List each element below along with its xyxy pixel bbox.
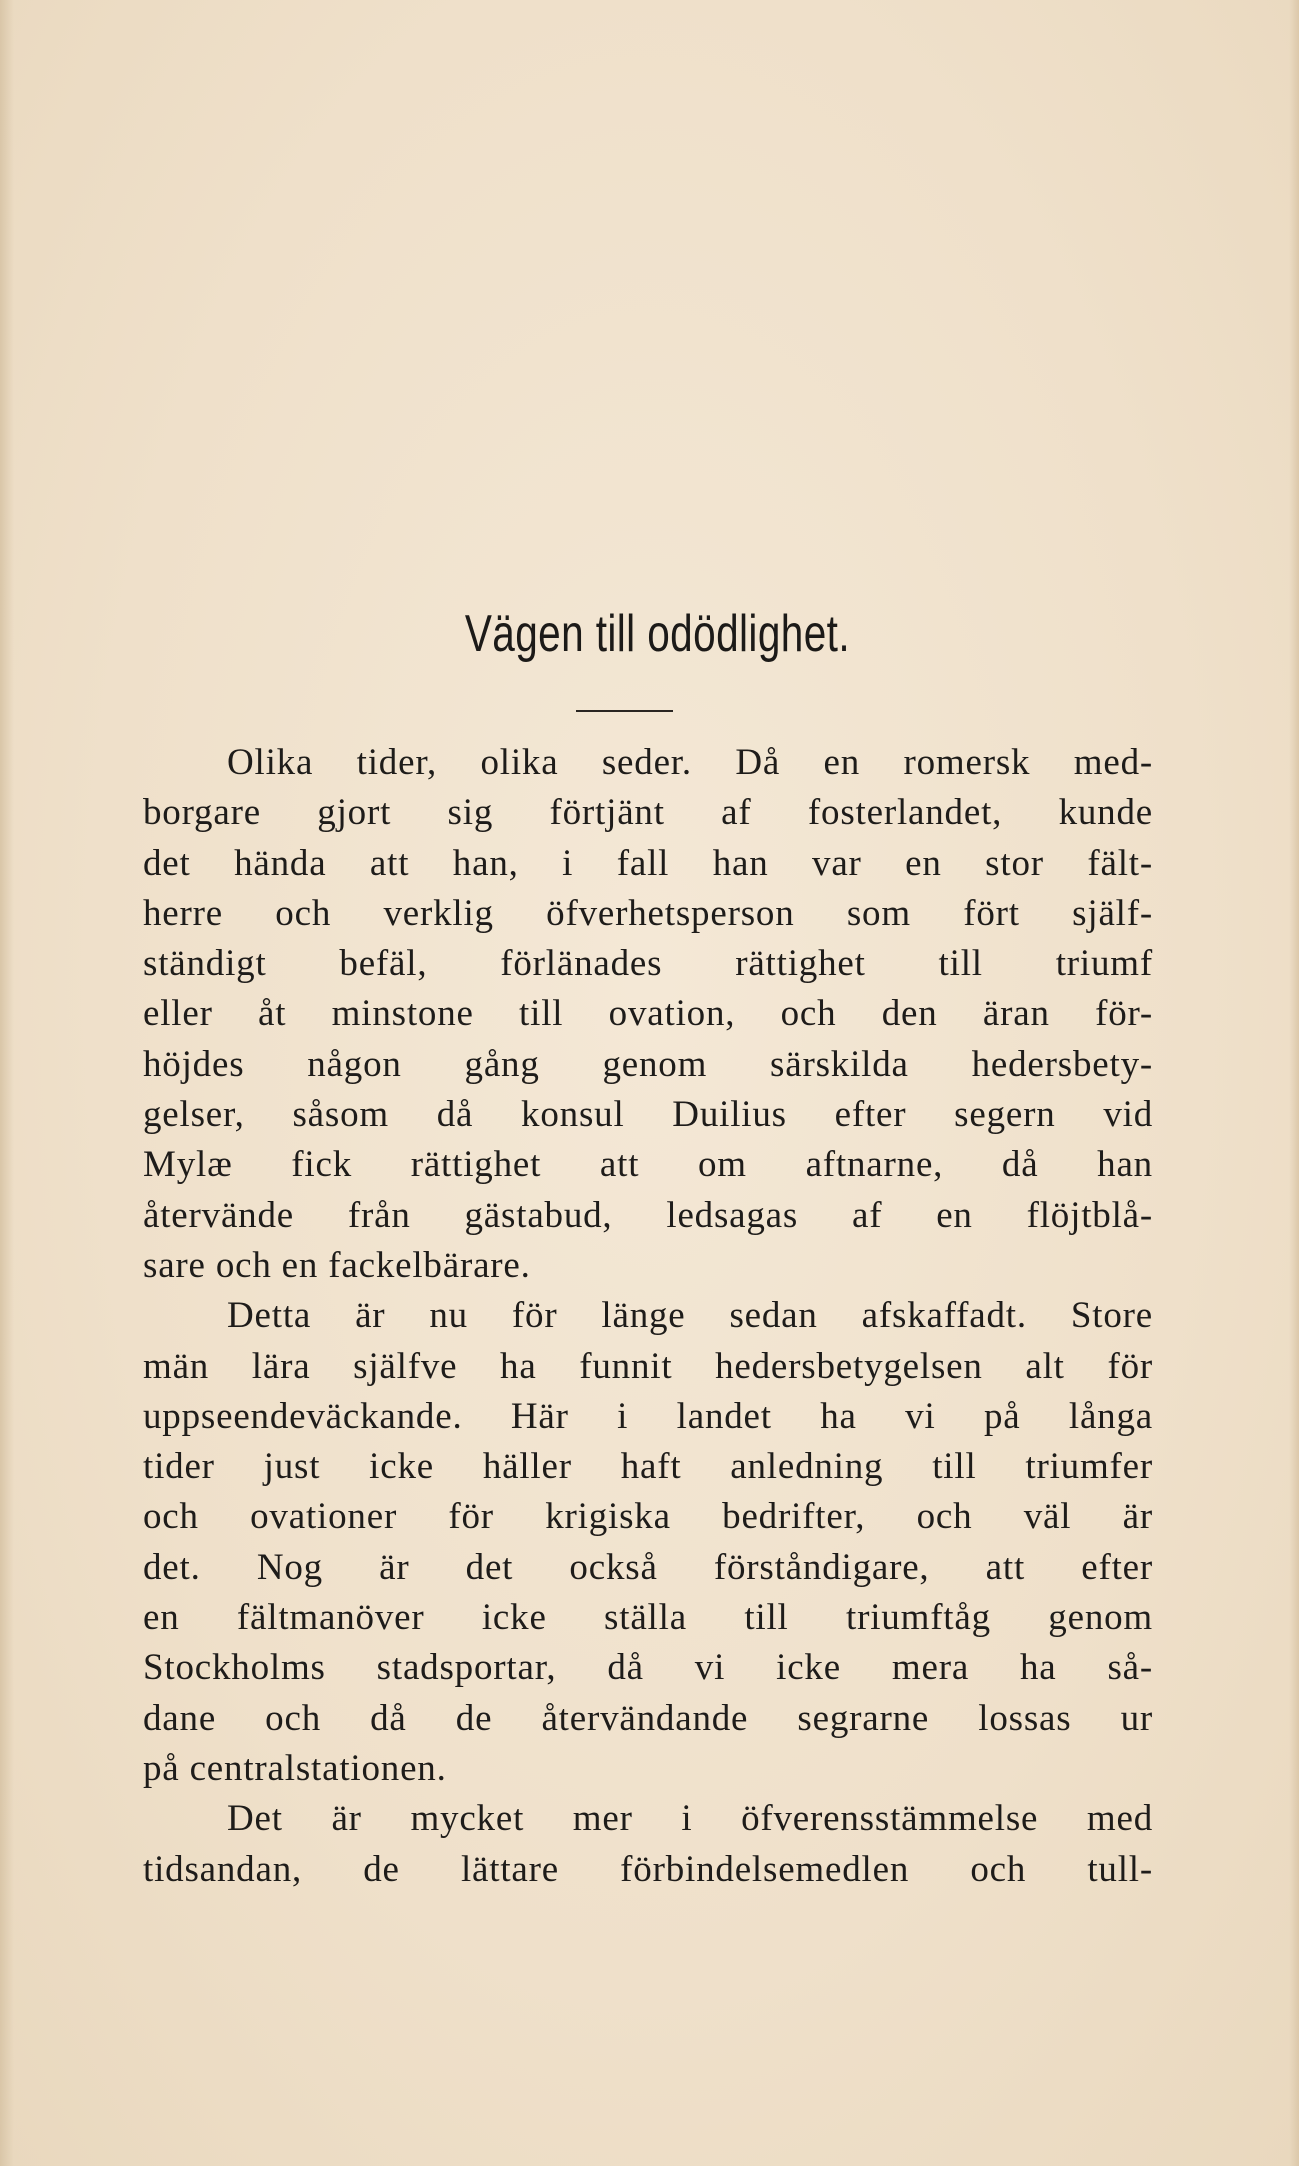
text-line: och ovationer för krigiska bedrifter, och väl är — [143, 1496, 1153, 1538]
text-line: tider just icke häller haft anledning till triumfer — [143, 1446, 1153, 1488]
text-line: Mylæ fick rättighet att om aftnarne, då han — [143, 1144, 1153, 1186]
chapter-title: Vägen till odödlighet. — [464, 605, 850, 663]
title-separator-rule — [576, 710, 673, 712]
page-right-edge-shadow — [1289, 0, 1299, 2166]
text-line: det. Nog är det också förståndigare, att efter — [143, 1546, 1153, 1588]
text-line: tidsandan, de lättare förbindelsemedlen och tull- — [143, 1848, 1153, 1890]
text-line: återvände från gästabud, ledsagas af en flöjtblå- — [143, 1194, 1153, 1236]
text-line: Olika tider, olika seder. Då en romersk med- — [227, 742, 1153, 783]
text-line: män lära själfve ha funnit hedersbetygelsen alt för — [143, 1345, 1153, 1387]
text-line: uppseendeväckande. Här i landet ha vi på långa — [143, 1395, 1153, 1437]
text-line: herre och verklig öfverhetsperson som fört själf- — [143, 892, 1153, 934]
text-line: en fältmanöver icke ställa till triumftåg genom — [143, 1597, 1153, 1639]
text-line: sare och en fackelbärare. — [143, 1244, 531, 1286]
text-line: på centralstationen. — [143, 1747, 447, 1789]
text-line: det hända att han, i fall han var en stor fält- — [143, 842, 1153, 884]
text-line: ständigt befäl, förlänades rättighet till triumf — [143, 943, 1153, 985]
text-line: Det är mycket mer i öfverensstämmelse med — [227, 1798, 1153, 1840]
text-line: borgare gjort sig förtjänt af fosterlandet, kunde — [143, 792, 1153, 834]
text-line: Stockholms stadsportar, då vi icke mera ha så- — [143, 1647, 1153, 1689]
text-line: dane och då de återvändande segrarne lossas ur — [143, 1697, 1153, 1739]
text-line: gelser, såsom då konsul Duilius efter segern vid — [143, 1094, 1153, 1136]
body-text — [143, 738, 1153, 1895]
text-line: höjdes någon gång genom särskilda hedersbety- — [143, 1043, 1153, 1085]
page-left-edge-shadow — [0, 0, 14, 2166]
text-line: eller åt minstone till ovation, och den äran för- — [143, 993, 1153, 1035]
text-line: Detta är nu för länge sedan afskaffadt. Store — [227, 1295, 1153, 1337]
